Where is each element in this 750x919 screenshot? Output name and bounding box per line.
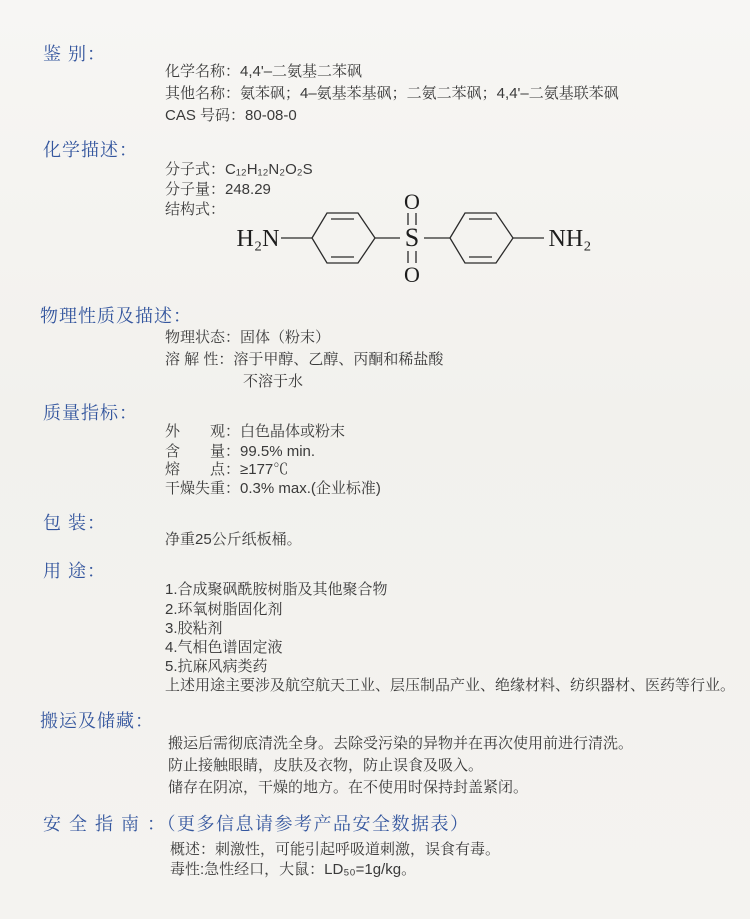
use-item: 1.合成聚砜酰胺树脂及其他聚合物 — [165, 581, 388, 598]
solubility-continuation-line: 不溶于水 — [243, 373, 304, 390]
handling-line: 搬运后需彻底清洗全身。去除受污染的异物并在再次使用前进行清洗。 — [168, 735, 634, 752]
loss-on-drying-line: 干燥失重：0.3% max.(企业标准) — [165, 480, 381, 497]
benzene-ring-left — [312, 213, 375, 263]
sulfur-label: S — [404, 223, 420, 252]
section-heading-packaging: 包 装： — [43, 513, 107, 533]
section-heading-identification: 鉴 别： — [43, 44, 107, 64]
oxygen-bottom-label: O — [404, 262, 420, 287]
physical-state-line: 物理状态：固体（粉末） — [165, 329, 331, 346]
use-item: 4.气相色谱固定液 — [165, 639, 283, 656]
section-heading-quality-specs: 质量指标： — [43, 403, 138, 423]
assay-line: 含 量：99.5% min. — [165, 443, 316, 460]
solubility-line: 溶 解 性：溶于甲醇、乙醇、丙酮和稀盐酸 — [165, 351, 444, 368]
molecular-weight-line: 分子量：248.29 — [165, 181, 271, 198]
cas-number-line: CAS 号码：80-08-0 — [165, 107, 297, 124]
structural-formula-label: 结构式： — [165, 201, 226, 218]
benzene-ring-right — [450, 213, 513, 263]
appearance-line: 外 观：白色晶体或粉末 — [165, 423, 346, 440]
safety-overview-line: 概述：刺激性，可能引起呼吸道刺激，误食有毒。 — [170, 841, 501, 858]
right-amine-label: NH₂ — [548, 226, 592, 252]
chemical-name-line: 化学名称：4,4'–二氨基二苯砜 — [165, 63, 363, 80]
uses-note-line: 上述用途主要涉及航空航天工业、层压制品产业、绝缘材料、纺织器材、医药等行业。 — [165, 677, 736, 694]
packaging-line: 净重25公斤纸板桶。 — [165, 531, 302, 548]
handling-line: 储存在阴凉，干燥的地方。在不使用时保持封盖紧闭。 — [168, 779, 529, 796]
section-heading-uses: 用 途： — [43, 561, 107, 581]
melting-point-line: 熔 点：≥177℃ — [165, 461, 289, 478]
oxygen-top-label: O — [404, 189, 420, 214]
section-heading-physical-properties: 物理性质及描述： — [40, 306, 192, 326]
other-names-line: 其他名称：氨苯砜；4–氨基苯基砜；二氨二苯砜；4,4'–二氨基联苯砜 — [165, 85, 619, 102]
section-heading-safety: 安 全 指 南 ：（更多信息请参考产品安全数据表） — [43, 814, 470, 834]
section-heading-chemical-description: 化学描述： — [43, 140, 138, 160]
left-amine-label: H₂N — [236, 226, 280, 252]
structural-formula-drawing — [230, 188, 610, 298]
use-item: 5.抗麻风病类药 — [165, 658, 268, 675]
use-item: 2.环氧树脂固化剂 — [165, 601, 283, 618]
molecular-formula-line: 分子式：C₁₂H₁₂N₂O₂S — [165, 161, 313, 178]
section-heading-handling-storage: 搬运及储藏： — [40, 711, 154, 731]
use-item: 3.胶粘剂 — [165, 620, 223, 637]
handling-line: 防止接触眼睛，皮肤及衣物，防止误食及吸入。 — [168, 757, 484, 774]
toxicity-line: 毒性:急性经口，大鼠：LD₅₀=1g/kg。 — [170, 861, 417, 878]
